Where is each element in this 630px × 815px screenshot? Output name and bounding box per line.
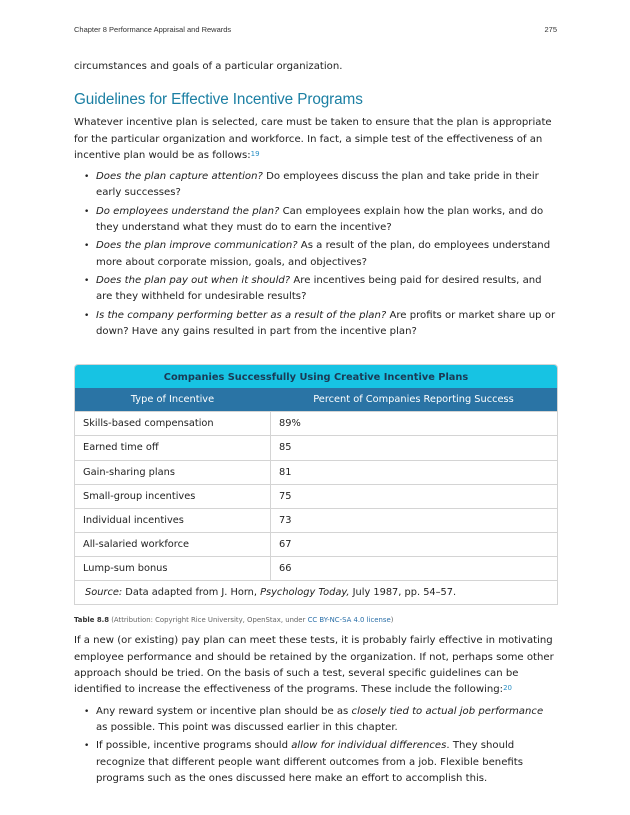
table-row (75, 411, 557, 435)
cell-percent: 89% (279, 418, 301, 430)
test-questions-list (74, 169, 556, 340)
intro-text: circumstances and goals of a particular organization. (74, 61, 343, 72)
cell-percent: 66 (279, 563, 292, 575)
after-paragraph: If a new (or existing) pay plan can meet these tests, it is probably fairly effective in motivating employee performance and should be retained by the organization. If not, perhaps some other approach should be tried. On the basis of such a test, several specific guidelines can be identified to increase the effectiveness of the programs. These include the following:$^{20}$ (74, 635, 554, 696)
section-heading: Guidelines for Effective Incentive Programs (74, 91, 363, 109)
cell-incentive-type: Small-group incentives (75, 485, 271, 508)
column-header-percent: Percent of Companies Reporting Success (313, 394, 514, 406)
table-label: Table 8.8 (Attribution: Copyright Rice University, OpenStax, under CC BY-NC-SA 4.0 license) (74, 616, 394, 625)
license-link[interactable]: CC BY-NC-SA 4.0 license (307, 616, 391, 625)
table-row (75, 435, 557, 459)
table-body (75, 411, 557, 580)
cell-incentive-type: Skills-based compensation (75, 412, 271, 435)
running-header-chapter: Chapter 8 Performance Appraisal and Rewards (74, 25, 232, 34)
list-item: • If possible, incentive programs should allow for individual differences. They should recognize that different people want different outcomes from a job. Flexible benefits programs such as the ones discussed here make an effort to accomplish this. (96, 738, 556, 787)
cell-incentive-type: Gain-sharing plans (75, 461, 271, 484)
table-header-row (75, 388, 557, 411)
column-header-type: Type of Incentive (130, 394, 215, 406)
footnote-link-20[interactable]: 20 (503, 684, 513, 693)
list-item: • Does the plan capture attention? Do employees discuss the plan and take pride in their early successes? (96, 169, 556, 202)
page-number: 275 (544, 25, 557, 34)
table-row (75, 484, 557, 508)
cell-incentive-type: Earned time off (75, 436, 271, 459)
table-row (75, 460, 557, 484)
cell-percent: 85 (279, 442, 292, 454)
page-content (74, 59, 556, 789)
table-source: Source: Data adapted from J. Horn, Psychology Today, July 1987, pp. 54–57. (75, 580, 557, 604)
cell-percent: 81 (279, 466, 292, 478)
list-item: • Does the plan pay out when it should? Are incentives being paid for desired results, and are they withheld for undesirable results? (96, 273, 556, 306)
table-row (75, 532, 557, 556)
guidelines-list (74, 704, 556, 787)
table-caption: Companies Successfully Using Creative Incentive Plans (75, 365, 557, 388)
cell-percent: 75 (279, 490, 292, 502)
cell-percent: 67 (279, 539, 292, 551)
cell-incentive-type: All-salaried workforce (75, 533, 271, 556)
cell-percent: 73 (279, 514, 292, 526)
list-item: • Is the company performing better as a result of the plan? Are profits or market share up or down? Have any gains resulted in part from the incentive plan? (96, 308, 556, 341)
list-item: • Do employees understand the plan? Can employees explain how the plan works, and do they understand what they must do to earn the incentive? (96, 204, 556, 237)
list-item: • Does the plan improve communication? As a result of the plan, do employees understand more about corporate mission, goals, and objectives? (96, 238, 556, 271)
incentive-table (74, 364, 558, 605)
cell-incentive-type: Lump-sum bonus (75, 557, 271, 580)
cell-incentive-type: Individual incentives (75, 509, 271, 532)
list-item: • Any reward system or incentive plan should be as closely tied to actual job performance as possible. This point was discussed earlier in this chapter. (96, 704, 556, 737)
table-row (75, 508, 557, 532)
section-paragraph: Whatever incentive plan is selected, care must be taken to ensure that the plan is appropriate for the particular organization and workforce. In fact, a simple test of the effectiveness of an incentive plan would be as follows:$^{19}$ (74, 117, 552, 161)
footnote-link-19[interactable]: 19 (250, 149, 260, 158)
table-row (75, 556, 557, 580)
